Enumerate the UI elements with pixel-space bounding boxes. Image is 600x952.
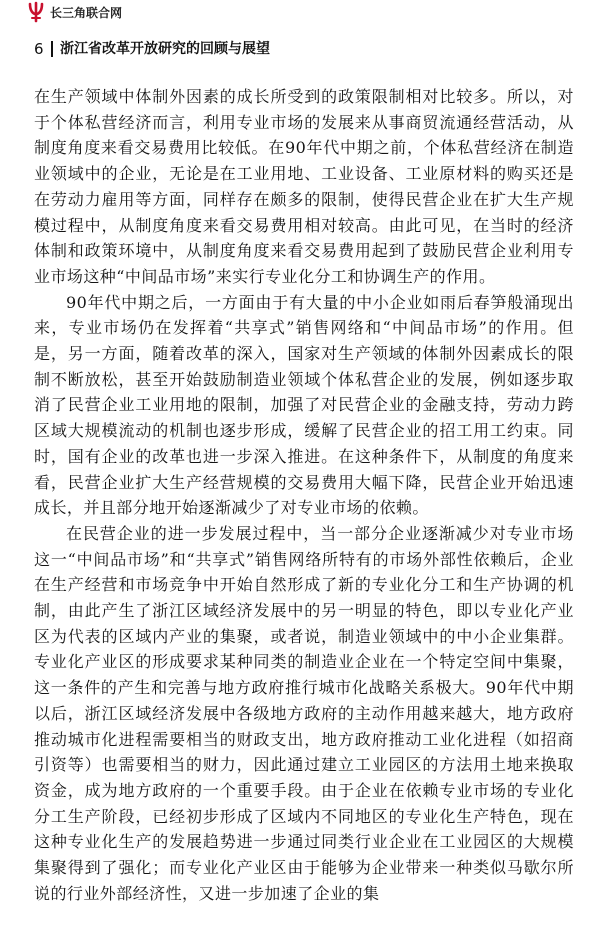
paragraph-2: 90年代中期之后，一方面由于有大量的中小企业如雨后春笋般涌现出来，专业市场仍在发挥着“共享式”销售网络和“中间品市场”的作用。但是，另一方面，随着改革的深入，国家对生产领域的体制外因素成长的限制不断放松，甚至开始鼓励制造业领域个体私营企业的发展，例如逐步取消了民营企业工业用地的限制，加强了对民营企业的金融支持，劳动力跨区域大规模流动的机制也逐步形成，缓解了民营企业的招工用工约束。同时，国有企业的改革也进一步深入推进。在这种条件下，从制度的角度来看，民营企业扩大生产经营规模的交易费用大幅下降，民营企业开始迅速成长，并且部分地开始逐渐减少了对专业市场的依赖。 [34,292,574,518]
header-divider [51,41,53,57]
page-header [34,38,574,60]
page-number: 6 [34,40,44,58]
body-text [34,84,574,907]
yangtze-delta-logo-icon [27,1,45,23]
book-title: 浙江省改革开放研究的回顾与展望 [60,41,270,57]
site-name: 长三角联合网 [50,6,123,20]
paragraph-3: 在民营企业的进一步发展过程中，当一部分企业逐渐减少对专业市场这一“中间品市场”和“共享式”销售网络所特有的市场外部性依赖后，企业在生产经营和市场竞争中开始自然形成了新的专业化分工和生产协调的机制，由此产生了浙江区域经济发展中的另一明显的特色，即以专业化产业区为代表的区域内产业的集聚，或者说，制造业领域中的中小企业集群。专业化产业区的形成要求某种同类的制造业企业在一个特定空间中集聚，这一条件的产生和完善与地方政府推行城市化战略关系极大。90年代中期以后，浙江区域经济发展中各级地方政府的主动作用越来越大，地方政府推动城市化进程需要相当的财政支出，地方政府推动工业化进程（如招商引资等）也需要相当的财力，因此通过建立工业园区的方法用土地来换取资金，成为地方政府的一个重要手段。由于企业在依赖专业市场的专业化分工生产阶段，已经初步形成了区域内不同地区的专业化生产特色，现在这种专业化生产的发展趋势进一步通过同类行业企业在工业园区的大规模集聚得到了强化；而专业化产业区由于能够为企业带来一种类似马歇尔所说的行业外部经济性，又进一步加速了企业的集 [34,523,574,903]
paragraph-1: 在生产领域中体制外因素的成长所受到的政策限制相对比较多。所以，对于个体私营经济而言，利用专业市场的发展来从事商贸流通经营活动，从制度角度来看交易费用比较低。在90年代中期之前，个体私营经济在制造业领域中的企业，无论是在工业用地、工业设备、工业原材料的购买还是在劳动力雇用等方面，同样存在颇多的限制，使得民营企业在扩大生产规模过程中，从制度角度来看交易费用相对较高。由此可见，在当时的经济体制和政策环境中，从制度角度来看交易费用起到了鼓励民营企业利用专业市场这种“中间品市场”来实行专业化分工和协调生产的作用。 [34,87,574,286]
